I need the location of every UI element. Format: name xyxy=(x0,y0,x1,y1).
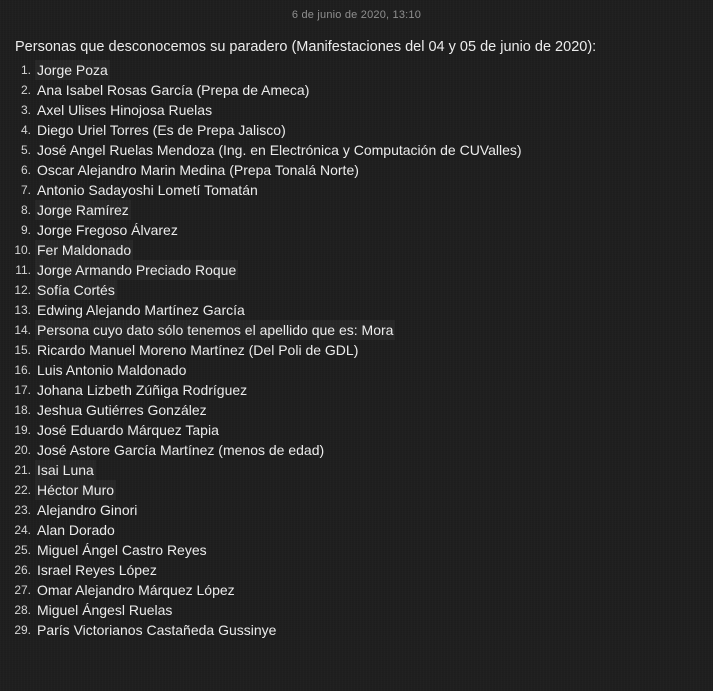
list-item-number: 3. xyxy=(20,103,31,117)
list-item-text: Jorge Armando Preciado Roque xyxy=(37,262,237,278)
list-item-text: Fer Maldonado xyxy=(37,242,132,258)
list-item-number: 26. xyxy=(14,563,31,577)
list-item-text: Diego Uriel Torres (Es de Prepa Jalisco) xyxy=(37,122,286,138)
list-item-number: 20. xyxy=(14,443,31,457)
list-item-number: 28. xyxy=(14,603,31,617)
list-item-text: Ricardo Manuel Moreno Martínez (Del Poli de GDL) xyxy=(37,342,359,358)
list-item-number: 11. xyxy=(15,263,31,277)
list-item-number: 13. xyxy=(14,303,31,317)
list-item-number: 24. xyxy=(14,523,31,537)
list-item-text: Ana Isabel Rosas García (Prepa de Ameca) xyxy=(37,82,310,98)
list-item-text: Miguel Ángesl Ruelas xyxy=(37,602,173,618)
list-item-text: Sofía Cortés xyxy=(37,282,115,298)
list-item-number: 22. xyxy=(14,483,31,497)
list-item-number: 1. xyxy=(20,63,31,77)
list-item-text: Isai Luna xyxy=(37,462,94,478)
note-heading: Personas que desconocemos su paradero (Manifestaciones del 04 y 05 de junio de 2020): xyxy=(15,39,597,55)
list-item-text: Jorge Fregoso Álvarez xyxy=(37,222,178,238)
list-item-text: Jorge Ramírez xyxy=(37,202,129,218)
list-item-text: Johana Lizbeth Zúñiga Rodríguez xyxy=(37,382,248,398)
list-item-number: 25. xyxy=(14,543,31,557)
list-item-text: Jorge Poza xyxy=(37,62,108,78)
list-item-number: 19. xyxy=(14,423,31,437)
list-item-text: Antonio Sadayoshi Lometí Tomatán xyxy=(37,182,258,198)
list-item-text: Héctor Muro xyxy=(37,482,115,498)
list-item-text: Israel Reyes López xyxy=(37,562,157,578)
list-item-number: 4. xyxy=(20,123,31,137)
list-item-number: 27. xyxy=(14,583,31,597)
list-item-text: Oscar Alejandro Marin Medina (Prepa Tonalá Norte) xyxy=(37,162,359,178)
list-item-number: 2. xyxy=(20,83,31,97)
list-item-text: Luis Antonio Maldonado xyxy=(37,362,187,378)
list-item-number: 6. xyxy=(20,163,31,177)
list-item-text: José Angel Ruelas Mendoza (Ing. en Electrónica y Computación de CUValles) xyxy=(37,142,522,158)
list-item-text: Alejandro Ginori xyxy=(37,502,138,518)
list-item-number: 14. xyxy=(14,323,31,337)
list-item-text: Omar Alejandro Márquez López xyxy=(37,582,235,598)
list-item-text: José Astore García Martínez (menos de edad) xyxy=(37,442,325,458)
list-item-text: Persona cuyo dato sólo tenemos el apellido que es: Mora xyxy=(37,322,394,338)
list-item-text: Miguel Ángel Castro Reyes xyxy=(37,542,207,558)
list-item-number: 17. xyxy=(14,383,31,397)
list-item-number: 9. xyxy=(20,223,31,237)
list-item-number: 21. xyxy=(14,463,31,477)
list-item-text: José Eduardo Márquez Tapia xyxy=(37,422,219,438)
list-item-number: 16. xyxy=(14,363,31,377)
list-item-number: 15. xyxy=(14,343,31,357)
list-item-number: 12. xyxy=(14,283,31,297)
list-item-text: París Victorianos Castañeda Gussinye xyxy=(37,622,277,638)
list-item-number: 18. xyxy=(14,403,31,417)
list-item-number: 29. xyxy=(14,623,31,637)
list-item-number: 7. xyxy=(20,183,31,197)
list-item-number: 10. xyxy=(14,243,31,257)
list-item-text: Axel Ulises Hinojosa Ruelas xyxy=(37,102,213,118)
list-item-text: Alan Dorado xyxy=(37,522,115,538)
list-item-text: Jeshua Gutiérres González xyxy=(37,402,207,418)
list-item-number: 5. xyxy=(20,143,31,157)
list-item-number: 8. xyxy=(20,203,31,217)
list-item-number: 23. xyxy=(14,503,31,517)
note-timestamp: 6 de junio de 2020, 13:10 xyxy=(291,9,422,21)
list-item-text: Edwing Alejando Martínez García xyxy=(37,302,245,318)
